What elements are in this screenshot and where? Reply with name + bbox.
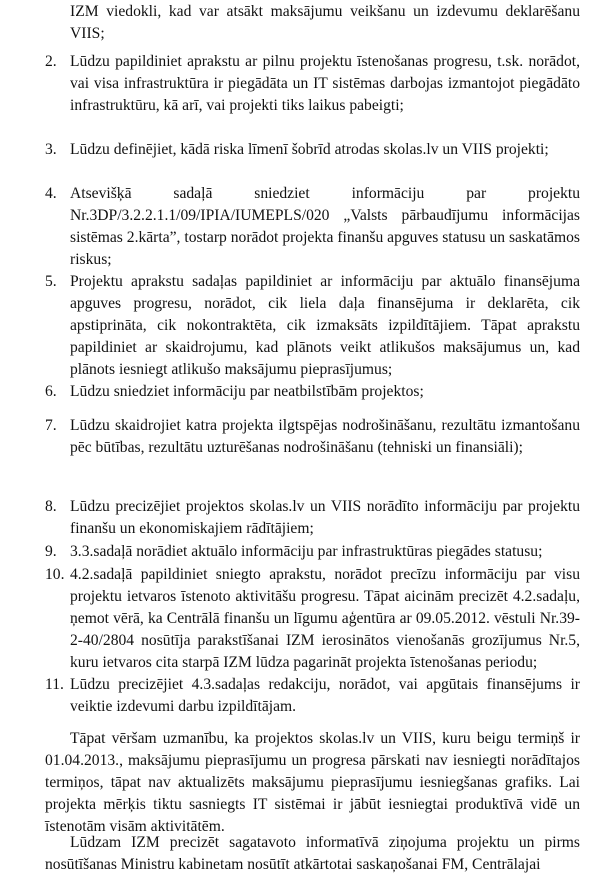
list-item-number: 4. bbox=[45, 185, 57, 202]
list-item-number: 3. bbox=[45, 141, 57, 158]
list-item-number: 11. bbox=[45, 676, 64, 693]
body-paragraph: Lūdzam IZM precizēt sagatavoto informatīvā ziņojuma projektu un pirms nosūtīšanas Ministru kabinetam nosūtīt atkārtotai saskaņošanai FM, Centrālajai bbox=[45, 834, 580, 873]
list-item-number: 10. bbox=[45, 566, 65, 583]
list-item-number: 7. bbox=[45, 417, 57, 434]
list-item-number: 8. bbox=[45, 498, 57, 515]
list-item-text: Projektu aprakstu sadaļas papildiniet ar informāciju par aktuālo finansējuma apguves progresu, norādot, cik liela daļa finansējuma ir deklarēta, cik apstiprināta, cik nokontraktēta, cik izmaksāts izpildītājiem. Tāpat aprakstu papildiniet ar skaidrojumu, kad plānots veikt atlikušos maksājumus un, kad plānots iesniegt atlikušo maksājumu pieprasījumus; bbox=[70, 273, 580, 378]
list-item bbox=[45, 541, 580, 563]
list-item-text: Lūdzu skaidrojiet katra projekta ilgtspējas nodrošināšanu, rezultātu izmantošanu pēc būtības, rezultātu uzturēšanas nodrošināšanu (tehniski un finansiāli); bbox=[70, 417, 580, 456]
list-item-text: Lūdzu precizējiet projektos skolas.lv un VIIS norādīto informāciju par projektu finanšu un ekonomiskajiem rādītājiem; bbox=[70, 498, 580, 537]
list-item-number: 2. bbox=[45, 53, 57, 70]
list-item bbox=[45, 674, 580, 718]
list-item-text: Lūdzu sniedziet informāciju par neatbilstībām projektos; bbox=[70, 383, 424, 400]
body-paragraph: Tāpat vēršam uzmanību, ka projektos skolas.lv un VIIS, kuru beigu termiņš ir 01.04.2013., maksājumu pieprasījumu un progresa pārskati nav iesniegti norādītajos termiņos, tāpat nav aktualizēts maksājumu pieprasījumu iesniegšanas grafiks. Lai projekta mērķis tiktu sasniegts IT sistēmai ir jābūt iesniegtai produktīvā vidē un īstenotām visām aktivitātēm. bbox=[45, 730, 580, 835]
list-item-text: 3.3.sadaļā norādiet aktuālo informāciju par infrastruktūras piegādes statusu; bbox=[70, 543, 543, 560]
list-item bbox=[45, 51, 580, 117]
list-item-text: Lūdzu precizējiet 4.3.sadaļas redakciju, norādot, vai apgūtais finansējums ir veiktie izdevumi darbu izpildītājam. bbox=[70, 676, 580, 715]
list-item-text: 4.2.sadaļā papildiniet sniegto aprakstu, norādot precīzu informāciju par visu projektu ietvaros īstenoto aktivitāšu progresu. Tāpat aicinām precizēt 4.2.sadaļu, ņemot vērā, ka Centrālā finanšu un līgumu aģentūra ar 09.05.2012. vēstuli Nr.39-2-40/2804 nosūtīja parakstīšanai IZM ierosinātos vienošanās grozījumus Nr.5, kuru ietvaros cita starpā IZM lūdza pagarināt projekta īstenošanas periodu; bbox=[70, 566, 580, 671]
list-item bbox=[45, 183, 580, 271]
list-item-text: Atsevišķā sadaļā sniedziet informāciju par projektu Nr.3DP/3.2.2.1.1/09/IPIA/IUMEPLS/020 „Valsts pārbaudījumu informācijas sistēmas 2.kārta”, tostarp norādot projekta finanšu apguves statusu un saskatāmos riskus; bbox=[70, 185, 580, 268]
list-item-number: 9. bbox=[45, 543, 57, 560]
list-item bbox=[45, 564, 580, 674]
list-item bbox=[45, 139, 580, 161]
list-item-number: 5. bbox=[45, 273, 57, 290]
list-item-number: 6. bbox=[45, 383, 57, 400]
list-item bbox=[45, 381, 580, 403]
list-item-text: Lūdzu papildiniet aprakstu ar pilnu projektu īstenošanas progresu, t.sk. norādot, vai visa infrastruktūra ir piegādāta un IT sistēmas darbojas izmantojot piegādāto infrastruktūru, kā arī, vai projekti tiks laikus pabeigti; bbox=[70, 53, 580, 114]
list-item bbox=[45, 415, 580, 459]
list-item bbox=[45, 496, 580, 540]
continuation-text: IZM viedokli, kad var atsākt maksājumu veikšanu un izdevumu deklarēšanu VIIS; bbox=[70, 3, 580, 42]
list-item bbox=[45, 271, 580, 381]
list-item-text: Lūdzu definējiet, kādā riska līmenī šobrīd atrodas skolas.lv un VIIS projekti; bbox=[70, 141, 549, 158]
